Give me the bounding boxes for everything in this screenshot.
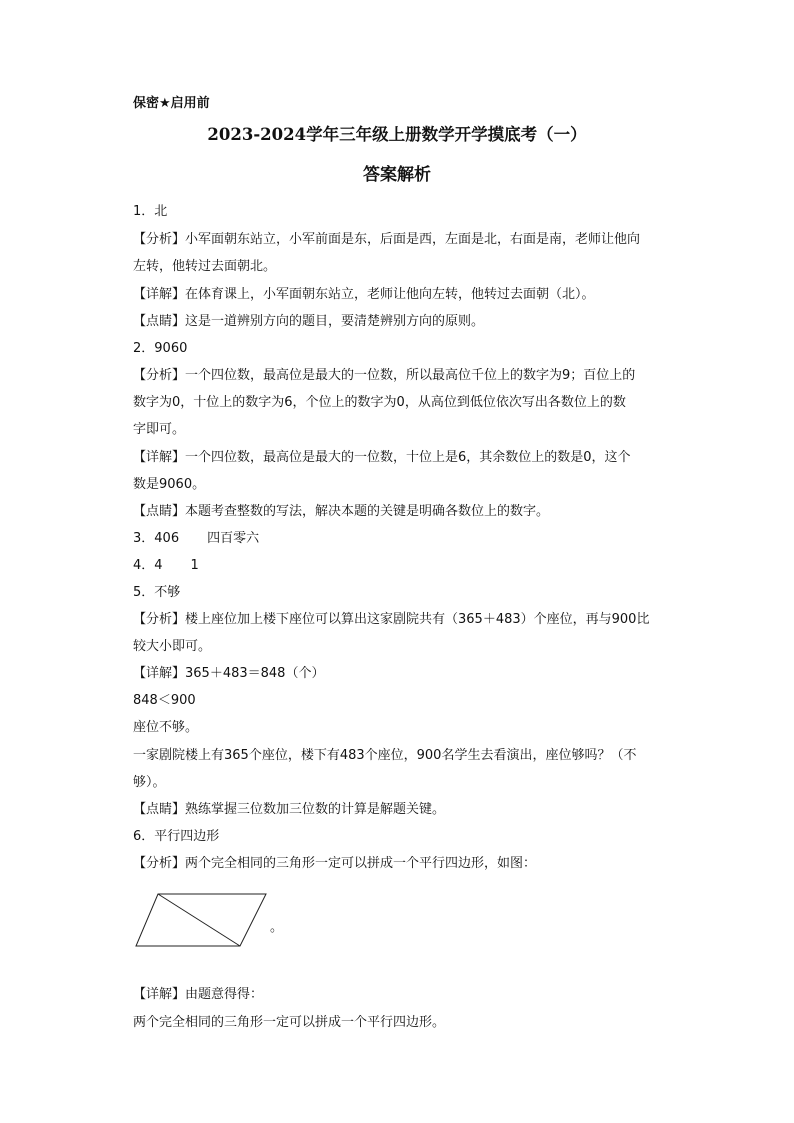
q5-restate-line1: 一家剧院楼上有365个座位，楼下有483个座位，900名学生去看演出，座位够吗？（不	[133, 748, 637, 763]
q2-analysis-line2: 数字为0，十位上的数字为6，个位上的数字为0，从高位到低位依次写出各数位上的数	[133, 395, 626, 410]
q6-analysis: 【分析】两个完全相同的三角形一定可以拼成一个平行四边形，如图：	[133, 856, 537, 871]
q6-answer: 6．平行四边形	[133, 829, 220, 844]
q5-comment: 【点睛】熟练掌握三位数加三位数的计算是解题关键。	[133, 802, 446, 817]
q5-analysis-line2: 较大小即可。	[133, 639, 212, 654]
q4-answer-b: 1	[190, 558, 199, 573]
secret-mark: 保密★启用前	[133, 96, 210, 111]
q3-answer	[133, 527, 678, 546]
q3-answer-a: 3．406	[133, 531, 180, 546]
q1-answer: 1．北	[133, 204, 168, 219]
q5-detail: 【详解】365＋483＝848（个）	[133, 666, 325, 681]
q2-comment: 【点睛】本题考查整数的写法，解决本题的关键是明确各数位上的数字。	[133, 504, 550, 519]
q1-analysis-line1: 【分析】小军面朝东站立，小军前面是东，后面是西，左面是北，右面是南，老师让他向	[133, 232, 641, 247]
q5-answer: 5．不够	[133, 585, 181, 600]
q2-detail-line1: 【详解】一个四位数，最高位是最大的一位数，十位上是6，其余数位上的数是0，这个	[133, 450, 631, 465]
exam-title: 2023-2024学年三年级上册数学开学摸底考（一）	[207, 125, 587, 144]
q5-restate-line2: 够）。	[133, 775, 166, 790]
q6-detail-line2: 两个完全相同的三角形一定可以拼成一个平行四边形。	[133, 1015, 446, 1030]
q4-answer	[133, 554, 678, 573]
q2-analysis-line3: 字即可。	[133, 422, 186, 437]
q3-answer-b: 四百零六	[207, 531, 260, 546]
q4-answer-a: 4．4	[133, 558, 163, 573]
parallelogram-diagonal	[158, 894, 240, 946]
q2-analysis-line1: 【分析】一个四位数，最高位是最大的一位数，所以最高位千位上的数字为9；百位上的	[133, 368, 636, 383]
q1-comment: 【点睛】这是一道辨别方向的题目，要清楚辨别方向的原则。	[133, 314, 485, 329]
q1-detail: 【详解】在体育课上，小军面朝东站立，老师让他向左转，他转过去面朝（北）。	[133, 287, 595, 302]
q5-compare: 848＜900	[133, 693, 196, 708]
q2-detail-line2: 数是9060。	[133, 477, 206, 492]
q1-analysis-line2: 左转，他转过去面朝北。	[133, 259, 277, 274]
q5-conclusion: 座位不够。	[133, 720, 199, 735]
q2-answer: 2．9060	[133, 341, 188, 356]
parallelogram-figure	[130, 888, 270, 950]
q5-analysis-line1: 【分析】楼上座位加上楼下座位可以算出这家剧院共有（365＋483）个座位，再与900比	[133, 612, 650, 627]
figure-suffix: 。	[270, 920, 284, 935]
parallelogram-outline	[136, 894, 266, 946]
answer-subtitle: 答案解析	[363, 165, 431, 185]
q6-detail-line1: 【详解】由题意得得：	[133, 987, 264, 1002]
